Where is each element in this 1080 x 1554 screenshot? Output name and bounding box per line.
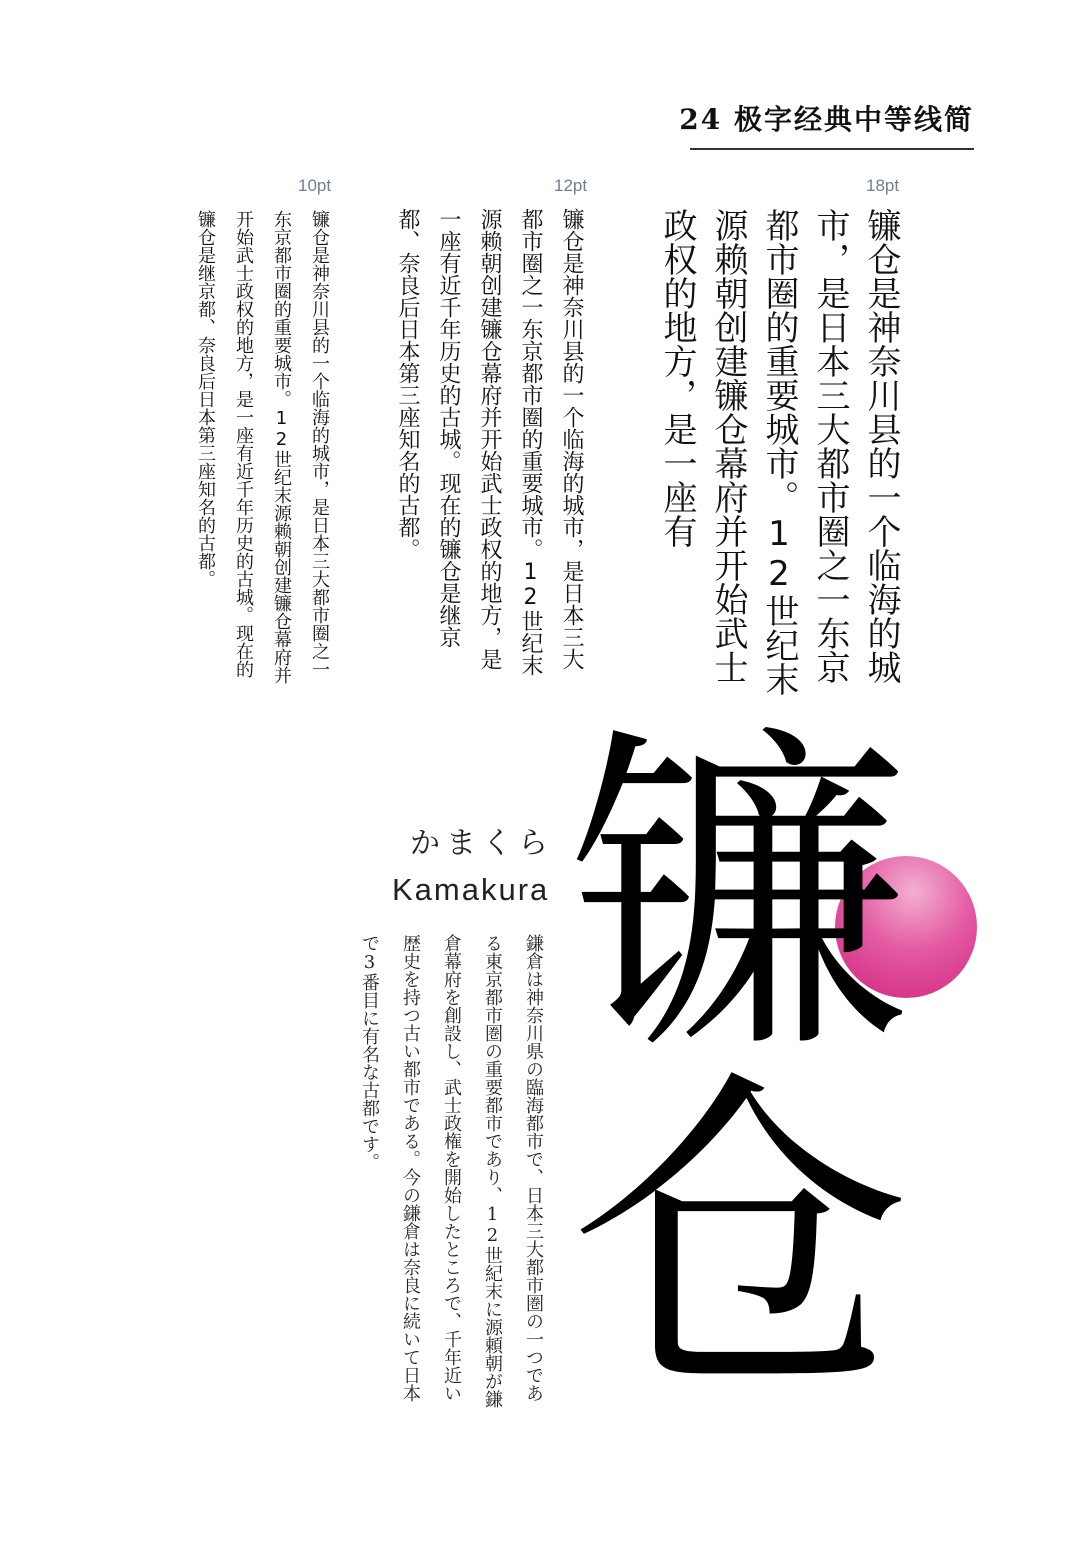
title-roman: Kamakura [392,872,550,907]
size-label-10pt: 10pt [298,176,332,195]
size-label-18pt: 18pt [866,176,900,195]
body-text-12pt: 镰仓是神奈川县的一个临海的城市，是日本三大都市圈之一东京都市圈的重要城市。12世纪末源赖朝创建镰仓幕府并开始武士政权的地方，是一座有近千年历史的古城。现在的镰仓是继京都、奈良后日本第三座知名的古都。 [395,208,584,676]
font-specimen-title: 24 极字经典中等线简 [679,103,974,136]
body-text-18pt: 镰仓是神奈川县的一个临海的城市，是日本三大都市圈之一东京都市圈的重要城市。12世纪末源赖朝创建镰仓幕府并开始武士政权的地方，是一座有 [657,208,901,696]
japanese-body-text: 鎌倉は神奈川県の臨海都市で、日本三大都市圏の一つである東京都市圏の重要都市であり、12世紀末に源頼朝が鎌倉幕府を創設し、武士政権を開始したところで、千年近い歴史を持つ古い都市である。今の鎌倉は奈良に続いて日本で3番目に有名な古都です。 [359,934,544,1408]
title-underline [690,148,974,150]
size-label-12pt: 12pt [554,176,588,195]
big-character-lian: 镰 [570,700,910,1096]
big-character-cang: 仓 [570,1042,910,1438]
title-kana: かまくら [410,826,554,861]
body-text-10pt: 镰仓是神奈川县的一个临海的城市，是日本三大都市圈之一东京都市圈的重要城市。12世纪末源赖朝创建镰仓幕府并开始武士政权的地方，是一座有近千年历史的古城。现在的镰仓是继京都、奈良后日本第三座知名的古都。 [195,210,330,684]
